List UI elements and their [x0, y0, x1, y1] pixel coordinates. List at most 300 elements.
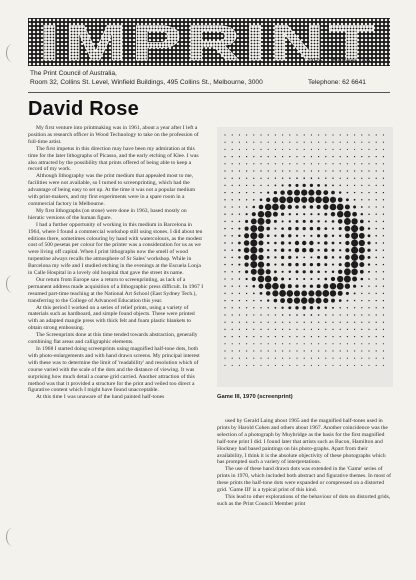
halftone-dot [274, 242, 277, 245]
binder-hole [6, 275, 19, 293]
halftone-dot [376, 358, 377, 359]
halftone-dot [252, 212, 256, 216]
halftone-dot [318, 314, 320, 316]
halftone-dot [332, 264, 334, 266]
halftone-dot [383, 314, 384, 315]
halftone-dot [317, 220, 319, 222]
halftone-dot [275, 358, 276, 359]
halftone-dot [324, 234, 327, 237]
halftone-dot [296, 270, 299, 273]
halftone-dot [368, 322, 369, 323]
halftone-dot [260, 142, 261, 143]
halftone-dot [224, 206, 225, 207]
halftone-dot [332, 242, 335, 245]
halftone-dot [324, 263, 327, 266]
halftone-dot [246, 192, 247, 193]
halftone-dot [289, 329, 290, 330]
halftone-dot [332, 178, 333, 179]
halftone-dot [361, 149, 362, 150]
halftone-dot [258, 225, 264, 231]
halftone-dot [304, 358, 305, 359]
halftone-dot [309, 241, 313, 245]
halftone-dot [260, 178, 261, 179]
halftone-dot [289, 213, 291, 215]
halftone-dot [317, 263, 320, 266]
halftone-dot [310, 270, 313, 273]
halftone-dot [324, 278, 327, 281]
halftone-dot [318, 350, 319, 351]
halftone-dot [339, 249, 341, 251]
halftone-dot [288, 234, 291, 237]
halftone-dot [282, 314, 283, 315]
halftone-dot [294, 197, 300, 203]
halftone-dot [304, 350, 305, 351]
halftone-dot [332, 170, 333, 171]
halftone-dot [288, 284, 292, 288]
halftone-dot [354, 199, 356, 201]
halftone-dot [375, 228, 376, 229]
halftone-dot [288, 306, 291, 309]
halftone-dot [376, 271, 377, 272]
halftone-dot [375, 249, 377, 251]
halftone-dot [325, 156, 326, 157]
halftone-dot [289, 177, 290, 178]
halftone-dot [253, 134, 254, 135]
halftone-dot [332, 365, 333, 366]
halftone-dot [258, 261, 264, 267]
halftone-dot [332, 336, 333, 337]
halftone-dot [354, 314, 355, 315]
halftone-dot [232, 293, 233, 294]
halftone-dot [239, 307, 240, 308]
halftone-dot [347, 329, 348, 330]
halftone-dot [361, 293, 362, 294]
halftone-dot [368, 163, 369, 164]
halftone-dot [239, 221, 241, 223]
halftone-dot [232, 300, 233, 301]
halftone-dot [351, 232, 358, 239]
halftone-dot [296, 322, 297, 323]
halftone-dot [224, 199, 225, 200]
halftone-dot [311, 142, 312, 143]
halftone-dot [325, 142, 326, 143]
halftone-dot [303, 184, 306, 187]
halftone-dot [288, 205, 292, 209]
halftone-dot [280, 204, 286, 210]
halftone-dot [275, 185, 277, 187]
halftone-dot [311, 314, 313, 316]
halftone-dot [325, 170, 326, 171]
halftone-dot [361, 163, 362, 164]
halftone-dot [359, 240, 365, 246]
halftone-dot [260, 156, 261, 157]
halftone-dot [253, 358, 254, 359]
halftone-dot [239, 163, 240, 164]
article-right-column [217, 418, 393, 508]
game-iii-print [217, 127, 393, 387]
halftone-dot [224, 235, 225, 236]
halftone-dot [368, 263, 370, 265]
halftone-dot [286, 196, 293, 203]
halftone-dot [246, 343, 247, 344]
halftone-dot [359, 247, 365, 253]
halftone-dot [303, 177, 305, 179]
halftone-dot [224, 134, 225, 135]
halftone-dot [253, 336, 254, 337]
halftone-dot [253, 178, 254, 179]
halftone-dot [258, 211, 265, 218]
halftone-dot [289, 134, 290, 135]
halftone-dot [253, 185, 254, 186]
halftone-dot [253, 322, 254, 323]
halftone-dot [275, 163, 276, 164]
halftone-dot [351, 261, 358, 268]
halftone-dot [246, 178, 247, 179]
halftone-dot [282, 163, 283, 164]
halftone-dot [232, 206, 233, 207]
halftone-dot [239, 192, 240, 193]
halftone-dot [368, 350, 369, 351]
halftone-dot [345, 233, 350, 238]
halftone-dot [259, 205, 264, 210]
halftone-dot [232, 163, 233, 164]
halftone-dot [296, 220, 299, 223]
halftone-dot [289, 220, 291, 222]
halftone-dot [287, 290, 294, 297]
halftone-dot [304, 142, 305, 143]
halftone-dot [304, 322, 305, 323]
halftone-dot [282, 149, 283, 150]
halftone-dot [318, 156, 319, 157]
halftone-dot [325, 163, 326, 164]
halftone-dot [376, 221, 377, 222]
halftone-dot [224, 278, 225, 279]
halftone-dot [361, 350, 362, 351]
halftone-dot [268, 142, 269, 143]
halftone-dot [354, 336, 355, 337]
halftone-dot [267, 192, 269, 194]
halftone-dot [347, 322, 348, 323]
halftone-dot [339, 185, 340, 186]
halftone-dot [275, 336, 276, 337]
halftone-dot [361, 307, 362, 308]
halftone-dot [383, 264, 384, 265]
halftone-dot [383, 365, 384, 366]
halftone-dot [339, 242, 341, 244]
halftone-dot [383, 293, 384, 294]
halftone-dot [344, 268, 351, 275]
halftone-dot [239, 213, 240, 214]
halftone-dot [344, 218, 351, 225]
halftone-dot [340, 163, 341, 164]
halftone-dot [360, 220, 364, 224]
halftone-dot [324, 213, 327, 216]
halftone-dot [311, 350, 312, 351]
article-paragraph: At this time I was unaware of the hand painted half-tones [36, 394, 165, 401]
halftone-dot [275, 178, 276, 179]
halftone-dot [224, 170, 225, 171]
halftone-dot [325, 314, 326, 315]
halftone-dot [354, 350, 355, 351]
halftone-dot [250, 232, 257, 239]
halftone-dot [376, 185, 377, 186]
halftone-dot [337, 211, 343, 217]
halftone-dot [288, 263, 291, 266]
halftone-dot [274, 228, 276, 230]
halftone-dot [246, 365, 247, 366]
halftone-dot [318, 278, 320, 280]
halftone-dot [332, 156, 333, 157]
halftone-dot [232, 178, 233, 179]
halftone-dot [260, 365, 261, 366]
halftone-dot [224, 185, 225, 186]
halftone-dot [311, 336, 312, 337]
halftone-dot [275, 343, 276, 344]
halftone-dot [311, 177, 313, 179]
halftone-dot [325, 322, 326, 323]
figure-caption: Game III, 1970 (screenprint) [217, 394, 293, 400]
halftone-dot [310, 205, 314, 209]
halftone-dot [340, 343, 341, 344]
halftone-dot [368, 336, 369, 337]
halftone-dot [376, 199, 377, 200]
halftone-dot [224, 156, 225, 157]
halftone-dot [310, 285, 313, 288]
halftone-dot [273, 212, 278, 217]
halftone-dot [383, 307, 384, 308]
halftone-dot [304, 343, 305, 344]
halftone-dot [361, 185, 362, 186]
halftone-dot [318, 322, 319, 323]
halftone-dot [282, 365, 283, 366]
halftone-dot [323, 204, 328, 209]
halftone-dot [302, 248, 306, 252]
halftone-dot [351, 225, 358, 232]
halftone-dot [361, 300, 362, 301]
halftone-dot [289, 343, 290, 344]
halftone-dot [281, 278, 284, 281]
halftone-dot [311, 365, 312, 366]
halftone-dot [295, 285, 298, 288]
halftone-dot [246, 350, 247, 351]
halftone-dot [311, 329, 312, 330]
halftone-dot [361, 170, 362, 171]
halftone-dot [368, 365, 369, 366]
halftone-dot [274, 299, 278, 303]
halftone-dot [354, 149, 355, 150]
halftone-dot [239, 358, 240, 359]
halftone-dot [232, 278, 233, 279]
halftone-dot [288, 184, 291, 187]
halftone-dot [323, 190, 328, 195]
telephone: Telephone: 62 6641 [308, 79, 366, 86]
halftone-dot [239, 329, 240, 330]
halftone-dot [361, 322, 362, 323]
halftone-dot [376, 170, 377, 171]
halftone-dot [253, 293, 255, 295]
halftone-dot [224, 264, 225, 265]
halftone-dot [275, 322, 276, 323]
halftone-dot [340, 329, 341, 330]
halftone-dot [383, 178, 384, 179]
halftone-dot [354, 358, 355, 359]
halftone-dot [303, 314, 305, 316]
halftone-dot [281, 307, 283, 309]
halftone-dot [347, 358, 348, 359]
halftone-dot [246, 134, 247, 135]
halftone-dot [368, 206, 369, 207]
halftone-dot [265, 276, 272, 283]
halftone-dot [224, 365, 225, 366]
halftone-dot [274, 191, 277, 194]
halftone-dot [260, 163, 261, 164]
halftone-dot [331, 299, 335, 303]
halftone-dot [360, 270, 364, 274]
halftone-dot [325, 343, 326, 344]
halftone-dot [354, 142, 355, 143]
halftone-dot [345, 248, 349, 252]
publisher-address [30, 70, 263, 87]
halftone-dot [309, 248, 313, 252]
halftone-dot [295, 205, 299, 209]
halftone-dot [232, 214, 233, 215]
halftone-dot [289, 322, 290, 323]
halftone-dot [304, 170, 305, 171]
halftone-dot [325, 350, 326, 351]
halftone-dot [383, 206, 384, 207]
halftone-dot [282, 220, 284, 222]
halftone-dot [224, 350, 225, 351]
halftone-dot [282, 271, 284, 273]
halftone-dot [332, 228, 334, 230]
halftone-dot [301, 197, 307, 203]
halftone-dot [250, 254, 257, 261]
publisher-street: Room 32, Collins St. Level, Winfield Buildings, 495 Collins St., Melbourne, 3000 [30, 78, 263, 86]
halftone-dot [368, 343, 369, 344]
halftone-dot [301, 290, 307, 296]
halftone-dot [296, 329, 297, 330]
halftone-dot [375, 235, 377, 237]
halftone-dot [246, 170, 247, 171]
halftone-dot [282, 134, 283, 135]
halftone-dot [260, 192, 262, 194]
halftone-dot [224, 322, 225, 323]
artwork-figure [217, 127, 393, 387]
halftone-dot [296, 142, 297, 143]
halftone-dot [368, 220, 370, 222]
halftone-dot [383, 249, 384, 250]
halftone-dot [324, 256, 328, 260]
halftone-dot [239, 293, 240, 294]
article-paragraph: This lead to other explorations of the behaviour of dots on distorted grids, such as the Print Council Member print [217, 493, 391, 507]
halftone-dot [232, 192, 233, 193]
halftone-dot [383, 286, 384, 287]
halftone-dot [383, 214, 384, 215]
halftone-dot [347, 365, 348, 366]
halftone-dot [332, 256, 334, 258]
halftone-dot [288, 227, 291, 230]
halftone-dot [368, 199, 369, 200]
halftone-dot [310, 263, 313, 266]
halftone-dot [246, 163, 247, 164]
halftone-dot [282, 322, 283, 323]
halftone-dot [275, 149, 276, 150]
halftone-dot [368, 156, 369, 157]
halftone-dot [376, 149, 377, 150]
halftone-dot [318, 142, 319, 143]
halftone-dot [361, 329, 362, 330]
halftone-dot [344, 211, 351, 218]
halftone-dot [347, 178, 348, 179]
halftone-dot [303, 220, 306, 223]
publisher-name: The Print Council of Australia, [30, 70, 117, 77]
halftone-dot [275, 142, 276, 143]
halftone-dot [239, 343, 240, 344]
halftone-dot [275, 170, 276, 171]
halftone-dot [301, 190, 307, 196]
halftone-dot [274, 256, 276, 258]
halftone-dot [253, 314, 254, 315]
halftone-dot [238, 256, 240, 258]
halftone-dot [318, 134, 319, 135]
halftone-dot [337, 276, 343, 282]
halftone-dot [347, 336, 348, 337]
halftone-dot [376, 293, 377, 294]
halftone-dot [368, 307, 369, 308]
halftone-dot [340, 156, 341, 157]
halftone-dot [275, 134, 276, 135]
halftone-dot [332, 343, 333, 344]
halftone-dot [354, 134, 355, 135]
halftone-dot [232, 286, 233, 287]
halftone-dot [224, 343, 225, 344]
halftone-dot [339, 191, 341, 193]
halftone-dot [383, 278, 384, 279]
halftone-dot [376, 336, 377, 337]
halftone-dot [282, 336, 283, 337]
halftone-dot [375, 242, 377, 244]
halftone-dot [224, 286, 225, 287]
halftone-dot [317, 306, 320, 309]
halftone-dot [361, 336, 362, 337]
halftone-dot [266, 227, 270, 231]
halftone-dot [354, 329, 355, 330]
halftone-dot [253, 199, 255, 201]
halftone-dot [224, 250, 225, 251]
halftone-dot [368, 192, 369, 193]
halftone-dot [383, 170, 384, 171]
halftone-dot [304, 149, 305, 150]
halftone-dot [259, 248, 264, 253]
halftone-dot [346, 198, 349, 201]
halftone-dot [332, 235, 334, 237]
halftone-dot [316, 298, 322, 304]
halftone-dot [332, 134, 333, 135]
halftone-dot [383, 192, 384, 193]
halftone-dot [224, 214, 225, 215]
halftone-dot [232, 322, 233, 323]
halftone-dot [368, 286, 369, 287]
halftone-dot [317, 249, 319, 251]
halftone-dot [268, 156, 269, 157]
halftone-dot [268, 134, 269, 135]
halftone-dot [246, 314, 247, 315]
halftone-dot [224, 178, 225, 179]
halftone-dot [361, 192, 362, 193]
halftone-dot [315, 290, 321, 296]
halftone-dot [338, 270, 342, 274]
halftone-dot [282, 170, 283, 171]
